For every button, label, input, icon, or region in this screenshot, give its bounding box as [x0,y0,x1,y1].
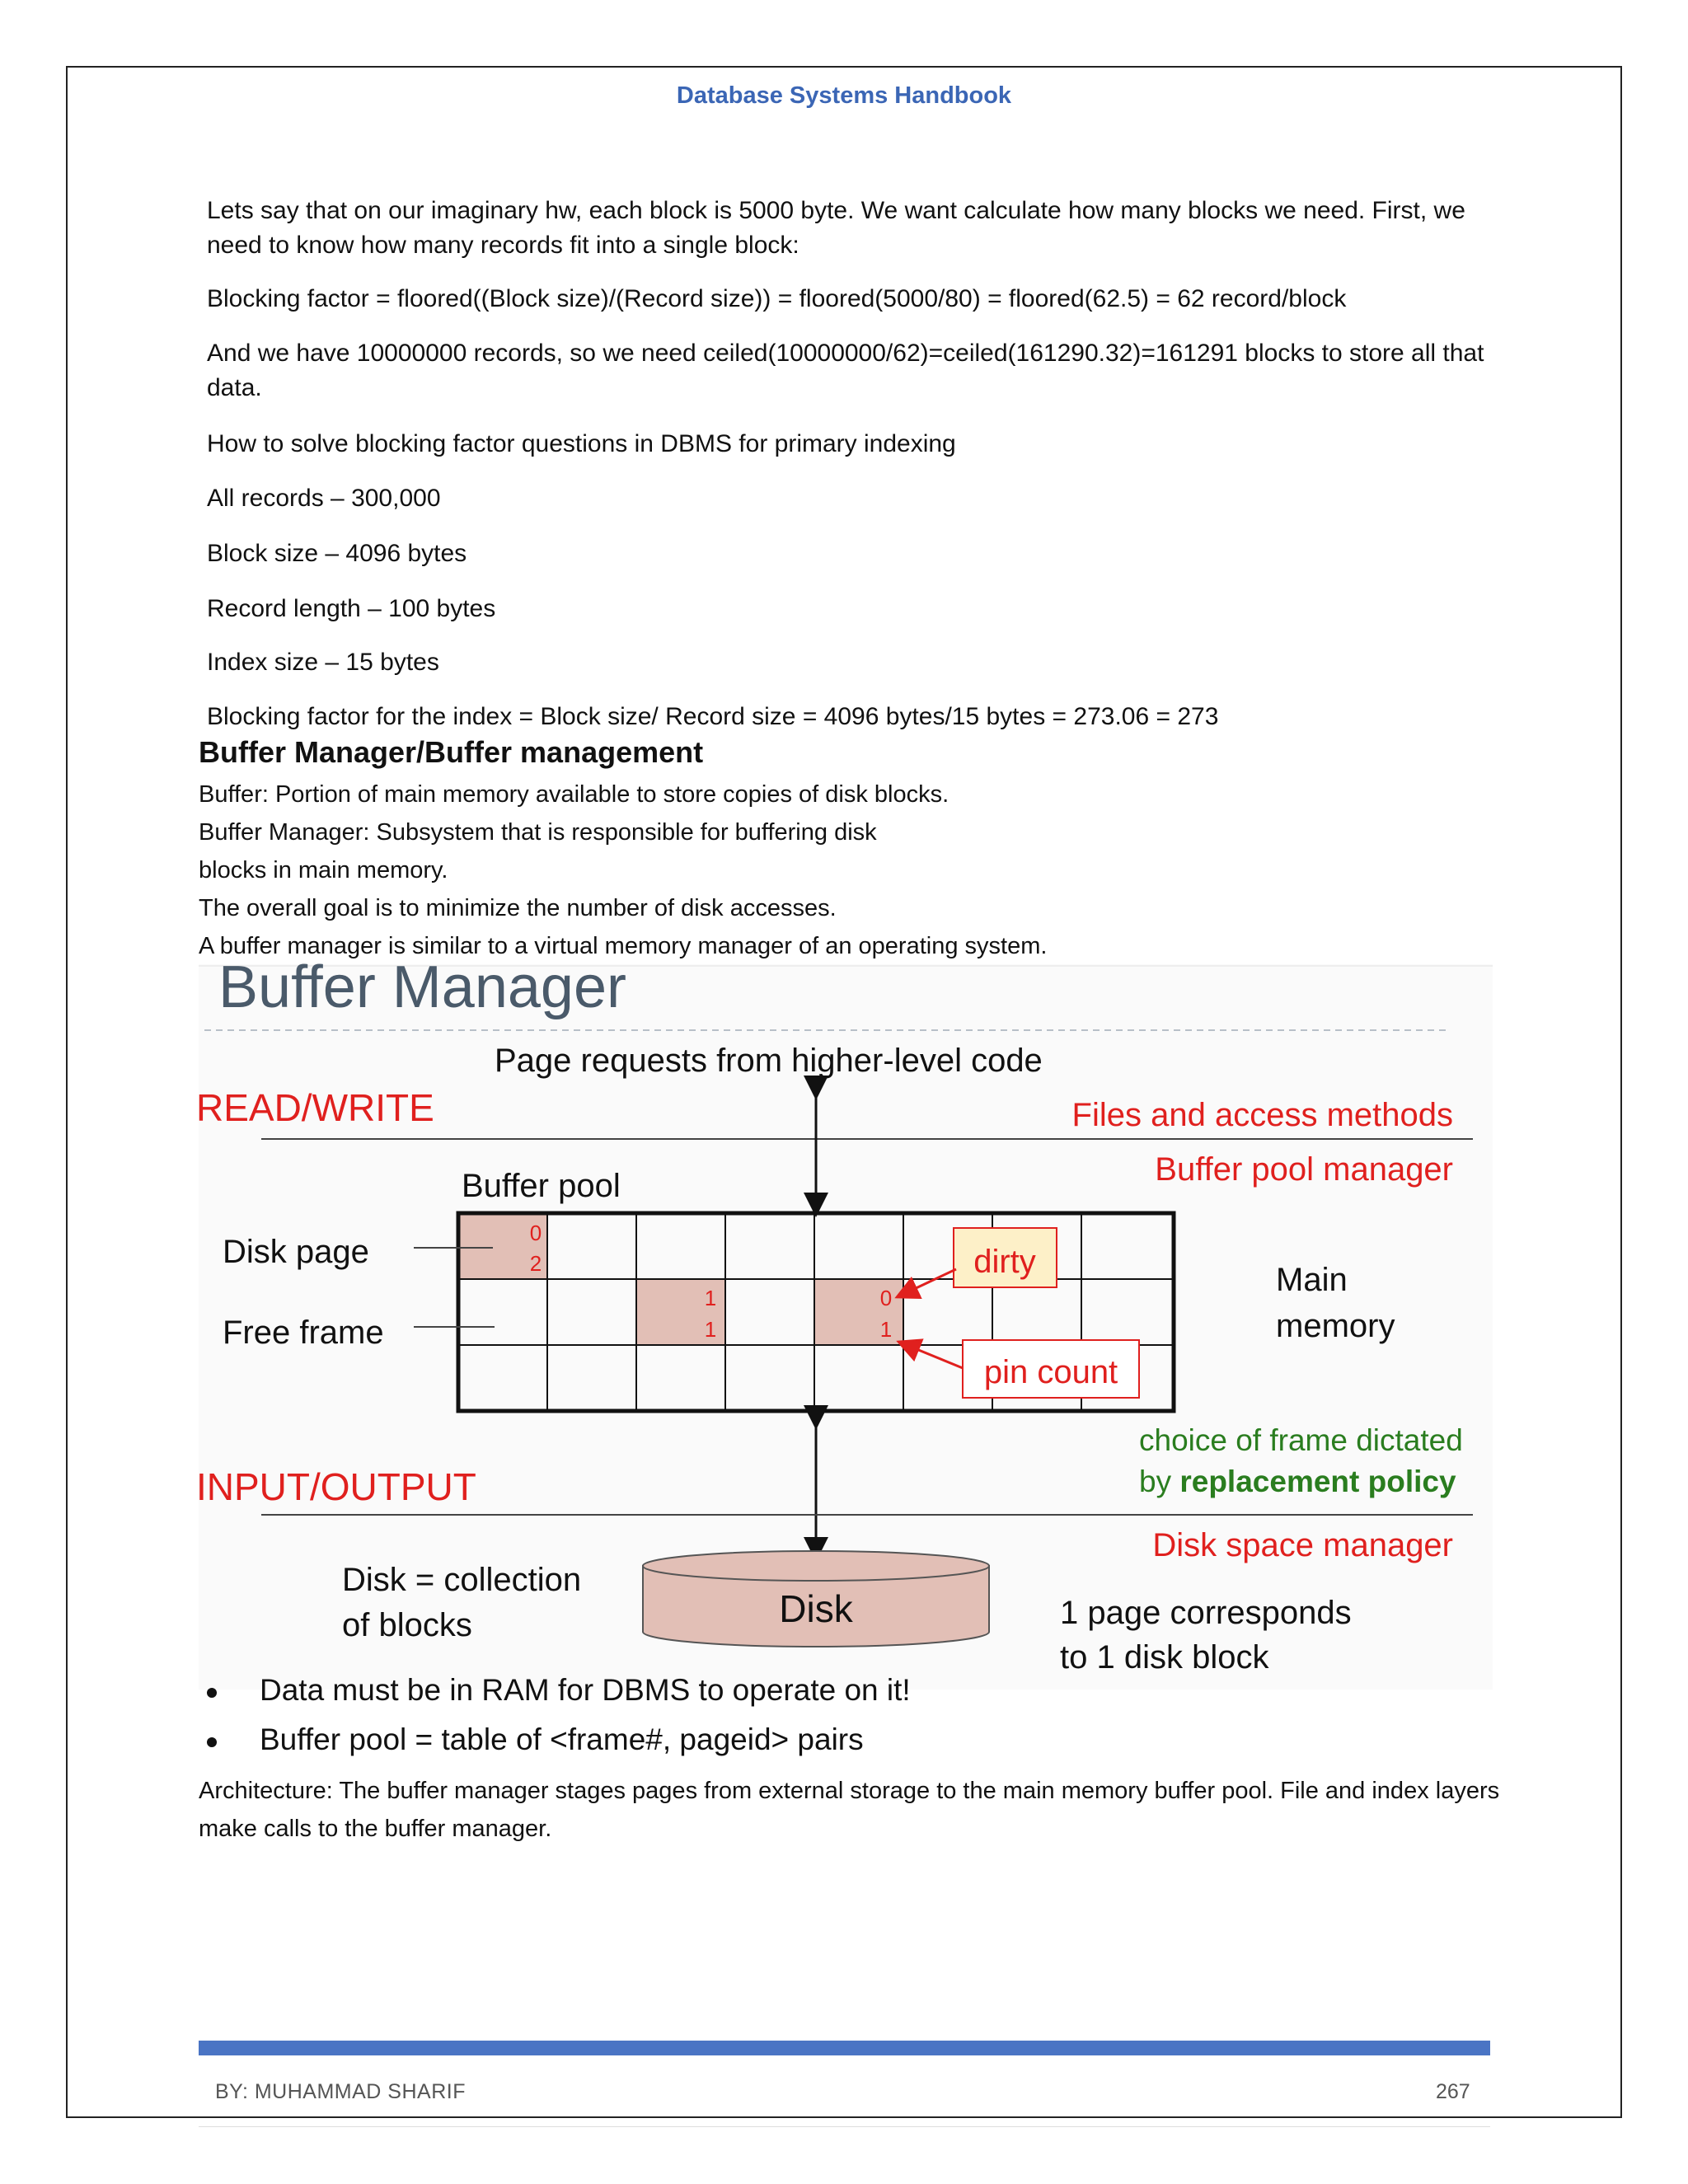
paragraph-records-count: And we have 10000000 records, so we need ceiled(10000000/62)=ceiled(161290.32)=161291 blocks to store all that data. [207,340,1484,401]
paragraph-blocking-factor: Blocking factor = floored((Block size)/(Record size)) = floored(5000/80) = floored(62.5) = 62 record/block [207,285,1347,312]
header-title: Database Systems Handbook [676,82,1012,109]
disk-collection-line2: of blocks [342,1607,472,1643]
free-frame-label: Free frame [223,1315,384,1351]
cell-b-bottom: 1 [704,1317,717,1342]
bullet-dot [207,1737,217,1747]
footer-bar [199,2041,1490,2055]
memory-label: memory [1276,1308,1395,1344]
section-line-goal: The overall goal is to minimize the number of disk accesses. [199,895,837,921]
bullet-dot [207,1688,217,1698]
diagram-title: Buffer Manager [218,954,626,1020]
main-label: Main [1276,1262,1348,1298]
bullet-text: Buffer pool = table of <frame#, pageid> pairs [260,1722,864,1756]
paragraph-index-blocking-factor: Blocking factor for the index = Block size/ Record size = 4096 bytes/15 bytes = 273.06 = 273 [207,703,1219,730]
disk-page-label: Disk page [223,1234,369,1270]
footer-divider [199,2126,1490,2127]
replacement-policy-line [1139,1465,1456,1498]
cell-c-bottom: 1 [879,1317,893,1342]
section-line-buffer-manager: Buffer Manager: Subsystem that is responsible for buffering disk [199,819,877,846]
page-corresponds-line1: 1 page corresponds [1060,1595,1352,1631]
cell-c-top: 0 [879,1286,893,1310]
read-write-label: READ/WRITE [196,1086,434,1129]
by-label: by [1139,1465,1180,1498]
section-heading: Buffer Manager/Buffer management [199,735,704,769]
dirty-label: dirty [973,1244,1036,1280]
section-line-blocks: blocks in main memory. [199,857,448,883]
input-output-label: INPUT/OUTPUT [196,1465,476,1508]
paragraph-how-to: How to solve blocking factor questions in DBMS for primary indexing [207,430,956,457]
buffer-pool-manager-label: Buffer pool manager [1155,1151,1453,1188]
files-access-label: Files and access methods [1071,1097,1453,1133]
cell-b-top: 1 [704,1286,717,1310]
pin-count-label: pin count [983,1354,1118,1390]
footer-author: BY: MUHAMMAD SHARIF [215,2080,466,2103]
section-line-similar: A buffer manager is similar to a virtual memory manager of an operating system. [199,933,1048,959]
buffer-pool-label: Buffer pool [462,1168,621,1204]
footer-page-number: 267 [1436,2080,1470,2103]
cell-a-top: 0 [529,1221,542,1245]
paragraph-all-records: All records – 300,000 [207,485,441,512]
page-corresponds-line2: to 1 disk block [1060,1639,1269,1675]
paragraph-record-length: Record length – 100 bytes [207,595,496,622]
disk-space-manager-label: Disk space manager [1152,1527,1453,1563]
architecture-paragraph: Architecture: The buffer manager stages pages from external storage to the main memory buffer pool. File and index layers make calls to the buffer manager. [199,1778,1500,1842]
disk-label: Disk [779,1587,853,1630]
bullet-text: Data must be in RAM for DBMS to operate on it! [260,1673,911,1707]
page-requests-label: Page requests from higher-level code [495,1043,1043,1079]
paragraph-block-size: Block size – 4096 bytes [207,540,467,567]
paragraph-index-size: Index size – 15 bytes [207,649,439,676]
cell-a-bottom: 2 [529,1251,542,1276]
paragraph-blocks-intro: Lets say that on our imaginary hw, each block is 5000 byte. We want calculate how many blocks we need. First, we need to know how many records fit into a single block: [207,197,1465,259]
section-line-buffer: Buffer: Portion of main memory available to store copies of disk blocks. [199,781,950,808]
replacement-policy-label: replacement policy [1179,1465,1456,1498]
disk-collection-line1: Disk = collection [342,1562,582,1598]
choice-label: choice of frame dictated [1139,1423,1463,1457]
